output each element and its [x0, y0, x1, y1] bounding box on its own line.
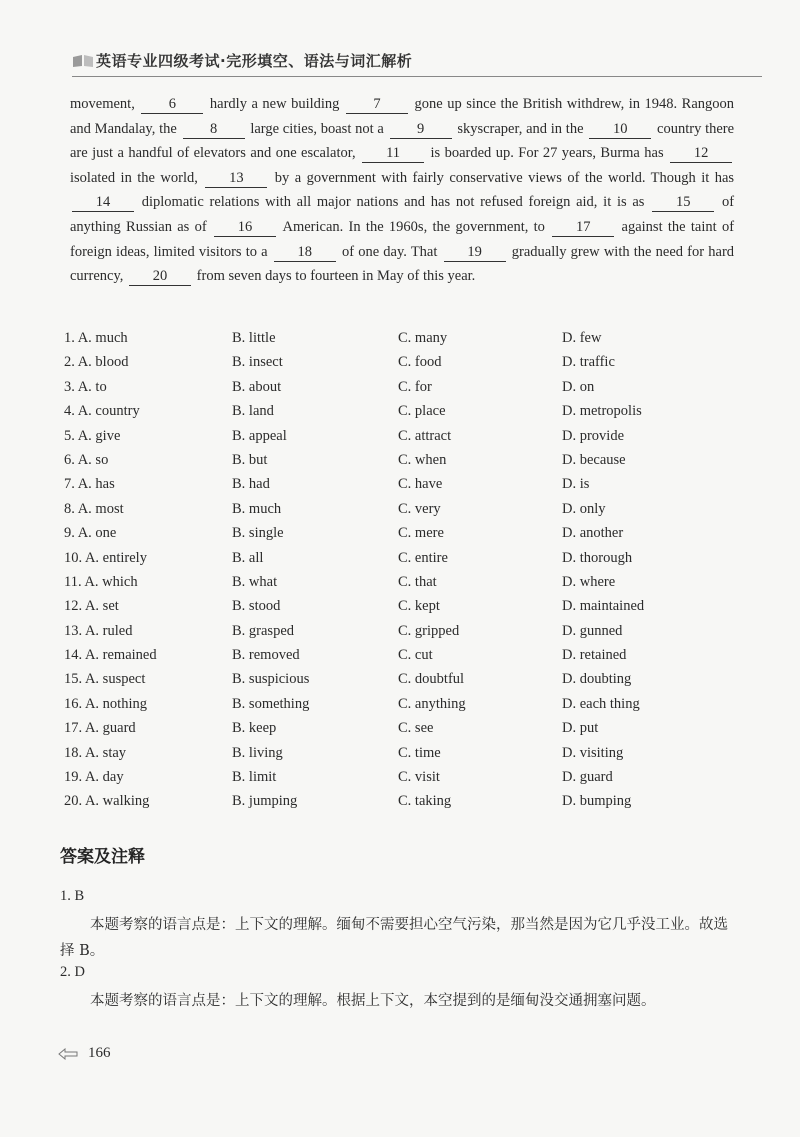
- cloze-passage: [70, 92, 734, 289]
- option-17-c: C. see: [398, 720, 434, 737]
- option-1-b: B. little: [232, 330, 276, 346]
- option-15-a: 15. A. suspect: [64, 671, 146, 688]
- option-13-d: D. gunned: [562, 622, 623, 639]
- option-19-c: C. visit: [398, 769, 440, 786]
- blank-6: 6: [141, 95, 203, 114]
- blank-8: 8: [183, 120, 245, 139]
- passage-text: by a government with fairly conservative views of the world. Though it has: [274, 169, 735, 186]
- blank-9: 9: [390, 120, 452, 139]
- page-number: 166: [88, 1045, 111, 1061]
- option-13-a: 13. A. ruled: [64, 622, 133, 639]
- option-14-a: 14. A. remained: [64, 647, 157, 664]
- option-6-c: C. when: [398, 451, 447, 468]
- option-12-a: 12. A. set: [64, 598, 119, 615]
- option-9-c: C. mere: [398, 525, 444, 542]
- header-rule: [72, 76, 762, 77]
- answers-section-title: 答案及注释: [60, 847, 145, 867]
- blank-13: 13: [205, 169, 267, 188]
- option-17-b: B. keep: [232, 720, 277, 737]
- option-16-a: 16. A. nothing: [64, 695, 147, 712]
- option-7-b: B. had: [232, 476, 270, 493]
- option-20-b: B. jumping: [232, 793, 298, 810]
- option-row-9: [64, 525, 704, 549]
- option-row-19: [64, 769, 704, 793]
- blank-14: 14: [72, 193, 134, 212]
- blank-15: 15: [652, 193, 714, 212]
- passage-text: diplomatic relations with all major nations and has not refused foreign aid, it is as: [141, 194, 645, 211]
- option-row-11: [64, 574, 704, 598]
- blank-18: 18: [274, 243, 336, 262]
- option-8-c: C. very: [398, 500, 441, 517]
- option-2-b: B. insect: [232, 354, 283, 371]
- blank-17: 17: [552, 218, 614, 237]
- option-12-d: D. maintained: [562, 598, 645, 615]
- option-row-2: [64, 354, 704, 378]
- option-11-b: B. what: [232, 573, 278, 590]
- passage-text: gradually grew with the need for hard currency,: [70, 243, 735, 285]
- option-6-d: D. because: [562, 451, 626, 468]
- option-row-18: [64, 745, 704, 769]
- option-1-d: D. few: [562, 330, 602, 346]
- option-row-6: [64, 452, 704, 476]
- option-18-a: 18. A. stay: [64, 744, 127, 761]
- option-17-d: D. put: [562, 720, 599, 737]
- option-1-c: C. many: [398, 330, 448, 346]
- option-9-a: 9. A. one: [64, 525, 117, 542]
- book-icon: [72, 54, 94, 68]
- option-18-c: C. time: [398, 744, 441, 761]
- blank-12: 12: [670, 144, 732, 163]
- passage-text: gone up since the British withdrew, in 1948. Rangoon and Mandalay, the: [70, 96, 735, 137]
- passage-text: hardly a new building: [209, 96, 340, 112]
- option-row-10: [64, 550, 704, 574]
- option-3-c: C. for: [398, 378, 432, 395]
- passage-text: of one day. That: [341, 243, 438, 260]
- option-15-b: B. suspicious: [232, 671, 310, 688]
- passage-text: skyscraper, and in the: [457, 120, 584, 137]
- option-10-a: 10. A. entirely: [64, 549, 147, 566]
- option-10-b: B. all: [232, 549, 264, 566]
- option-20-d: D. bumping: [562, 793, 632, 810]
- option-9-b: B. single: [232, 525, 284, 542]
- option-row-15: [64, 671, 704, 695]
- option-13-b: B. grasped: [232, 622, 295, 639]
- option-row-12: [64, 598, 704, 622]
- option-20-a: 20. A. walking: [64, 793, 150, 810]
- blank-11: 11: [362, 144, 424, 163]
- option-row-20: [64, 793, 704, 817]
- option-7-c: C. have: [398, 476, 443, 493]
- option-row-8: [64, 501, 704, 525]
- option-4-d: D. metropolis: [562, 403, 642, 420]
- option-11-d: D. where: [562, 573, 616, 590]
- option-10-d: D. thorough: [562, 549, 633, 566]
- answer-number: 1. B: [60, 888, 85, 904]
- option-8-d: D. only: [562, 500, 606, 517]
- option-14-b: B. removed: [232, 647, 300, 664]
- option-7-d: D. is: [562, 476, 590, 493]
- option-row-13: [64, 623, 704, 647]
- blank-10: 10: [589, 120, 651, 139]
- blank-19: 19: [444, 243, 506, 262]
- option-5-c: C. attract: [398, 427, 452, 444]
- option-5-b: B. appeal: [232, 427, 287, 444]
- option-4-b: B. land: [232, 403, 274, 420]
- option-3-a: 3. A. to: [64, 378, 107, 395]
- passage-text: American. In the 1960s, the government, to: [282, 218, 545, 235]
- option-row-3: [64, 379, 704, 403]
- option-row-5: [64, 428, 704, 452]
- passage-text: large cities, boast not a: [250, 120, 384, 137]
- option-11-a: 11. A. which: [64, 573, 138, 590]
- option-20-c: C. taking: [398, 793, 452, 810]
- options-list: [64, 330, 704, 818]
- left-arrow-icon: [58, 1048, 78, 1060]
- passage-text: against the taint of foreign ideas, limited visitors to a: [70, 218, 735, 260]
- option-row-14: [64, 647, 704, 671]
- option-17-a: 17. A. guard: [64, 720, 136, 737]
- passage-text: country there are just a handful of elevators and one escalator,: [70, 120, 735, 162]
- option-16-c: C. anything: [398, 695, 466, 712]
- answer-number: 2. D: [60, 964, 85, 980]
- option-8-b: B. much: [232, 500, 282, 517]
- option-row-16: [64, 696, 704, 720]
- option-19-d: D. guard: [562, 769, 613, 786]
- option-16-d: D. each thing: [562, 695, 640, 712]
- option-8-a: 8. A. most: [64, 500, 124, 517]
- option-2-d: D. traffic: [562, 354, 615, 371]
- option-11-c: C. that: [398, 573, 437, 590]
- option-5-a: 5. A. give: [64, 427, 121, 444]
- option-4-a: 4. A. country: [64, 403, 140, 420]
- option-2-a: 2. A. blood: [64, 354, 129, 371]
- option-6-b: B. but: [232, 451, 268, 468]
- answer-explanation: 本题考察的语言点是：上下文的理解。根据上下文，本空提到的是缅甸没交通拥塞问题。: [90, 993, 656, 1009]
- option-row-17: [64, 720, 704, 744]
- answer-explanation: 本题考察的语言点是：上下文的理解。缅甸不需要担心空气污染，那当然是因为它几乎没工业。故选择 B。: [60, 917, 728, 959]
- option-13-c: C. gripped: [398, 622, 460, 639]
- option-2-c: C. food: [398, 354, 442, 371]
- running-header: [62, 46, 762, 76]
- option-row-1: [64, 330, 704, 354]
- blank-7: 7: [346, 95, 408, 114]
- option-4-c: C. place: [398, 403, 446, 420]
- option-15-d: D. doubting: [562, 671, 632, 688]
- option-15-c: C. doubtful: [398, 671, 465, 688]
- option-19-a: 19. A. day: [64, 769, 124, 786]
- blank-20: 20: [129, 267, 191, 286]
- option-1-a: 1. A. much: [64, 330, 128, 346]
- passage-text: isolated in the world,: [70, 169, 198, 186]
- blank-16: 16: [214, 218, 276, 237]
- option-6-a: 6. A. so: [64, 451, 109, 468]
- option-19-b: B. limit: [232, 769, 277, 786]
- option-10-c: C. entire: [398, 549, 448, 566]
- option-18-d: D. visiting: [562, 744, 624, 761]
- passage-text: of anything Russian as of: [70, 194, 735, 235]
- option-3-d: D. on: [562, 378, 595, 395]
- option-5-d: D. provide: [562, 427, 625, 444]
- option-16-b: B. something: [232, 695, 310, 712]
- option-12-c: C. kept: [398, 598, 440, 615]
- passage-text: from seven days to fourteen in May of this year.: [196, 268, 476, 285]
- option-row-4: [64, 403, 704, 427]
- option-18-b: B. living: [232, 744, 283, 761]
- option-14-c: C. cut: [398, 647, 433, 664]
- passage-text: movement,: [70, 96, 135, 112]
- option-14-d: D. retained: [562, 647, 627, 664]
- option-7-a: 7. A. has: [64, 476, 115, 493]
- option-9-d: D. another: [562, 525, 624, 542]
- option-3-b: B. about: [232, 378, 282, 395]
- option-row-7: [64, 476, 704, 500]
- header-title: 英语专业四级考试·完形填空、语法与词汇解析: [96, 52, 413, 70]
- passage-text: is boarded up. For 27 years, Burma has: [430, 145, 664, 162]
- option-12-b: B. stood: [232, 598, 281, 615]
